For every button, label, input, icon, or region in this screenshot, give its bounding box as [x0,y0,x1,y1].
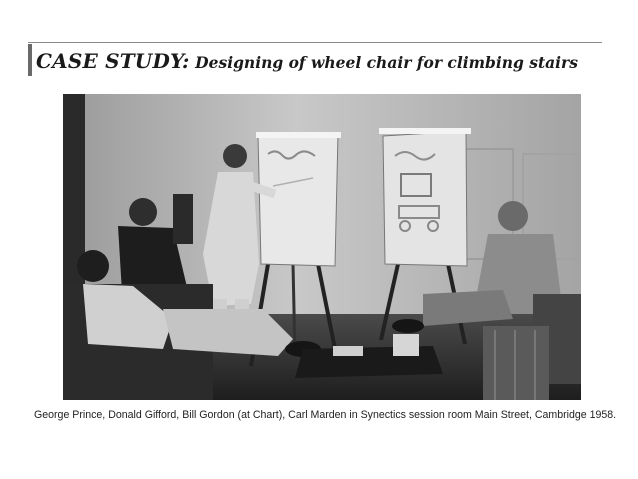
slide-title-lead: CASE STUDY: [36,49,190,73]
session-photograph [63,94,581,400]
title-divider [28,42,602,43]
slide-title-rest: Designing of wheel chair for climbing stairs [195,53,578,72]
title-accent-bar [28,44,32,76]
photograph-illustration [63,94,581,400]
waste-basket [483,326,549,400]
photo-caption: George Prince, Donald Gifford, Bill Gordon (at Chart), Carl Marden in Synectics session room Main Street, Cambridge 1958. [34,409,617,421]
slide-title [36,49,626,73]
